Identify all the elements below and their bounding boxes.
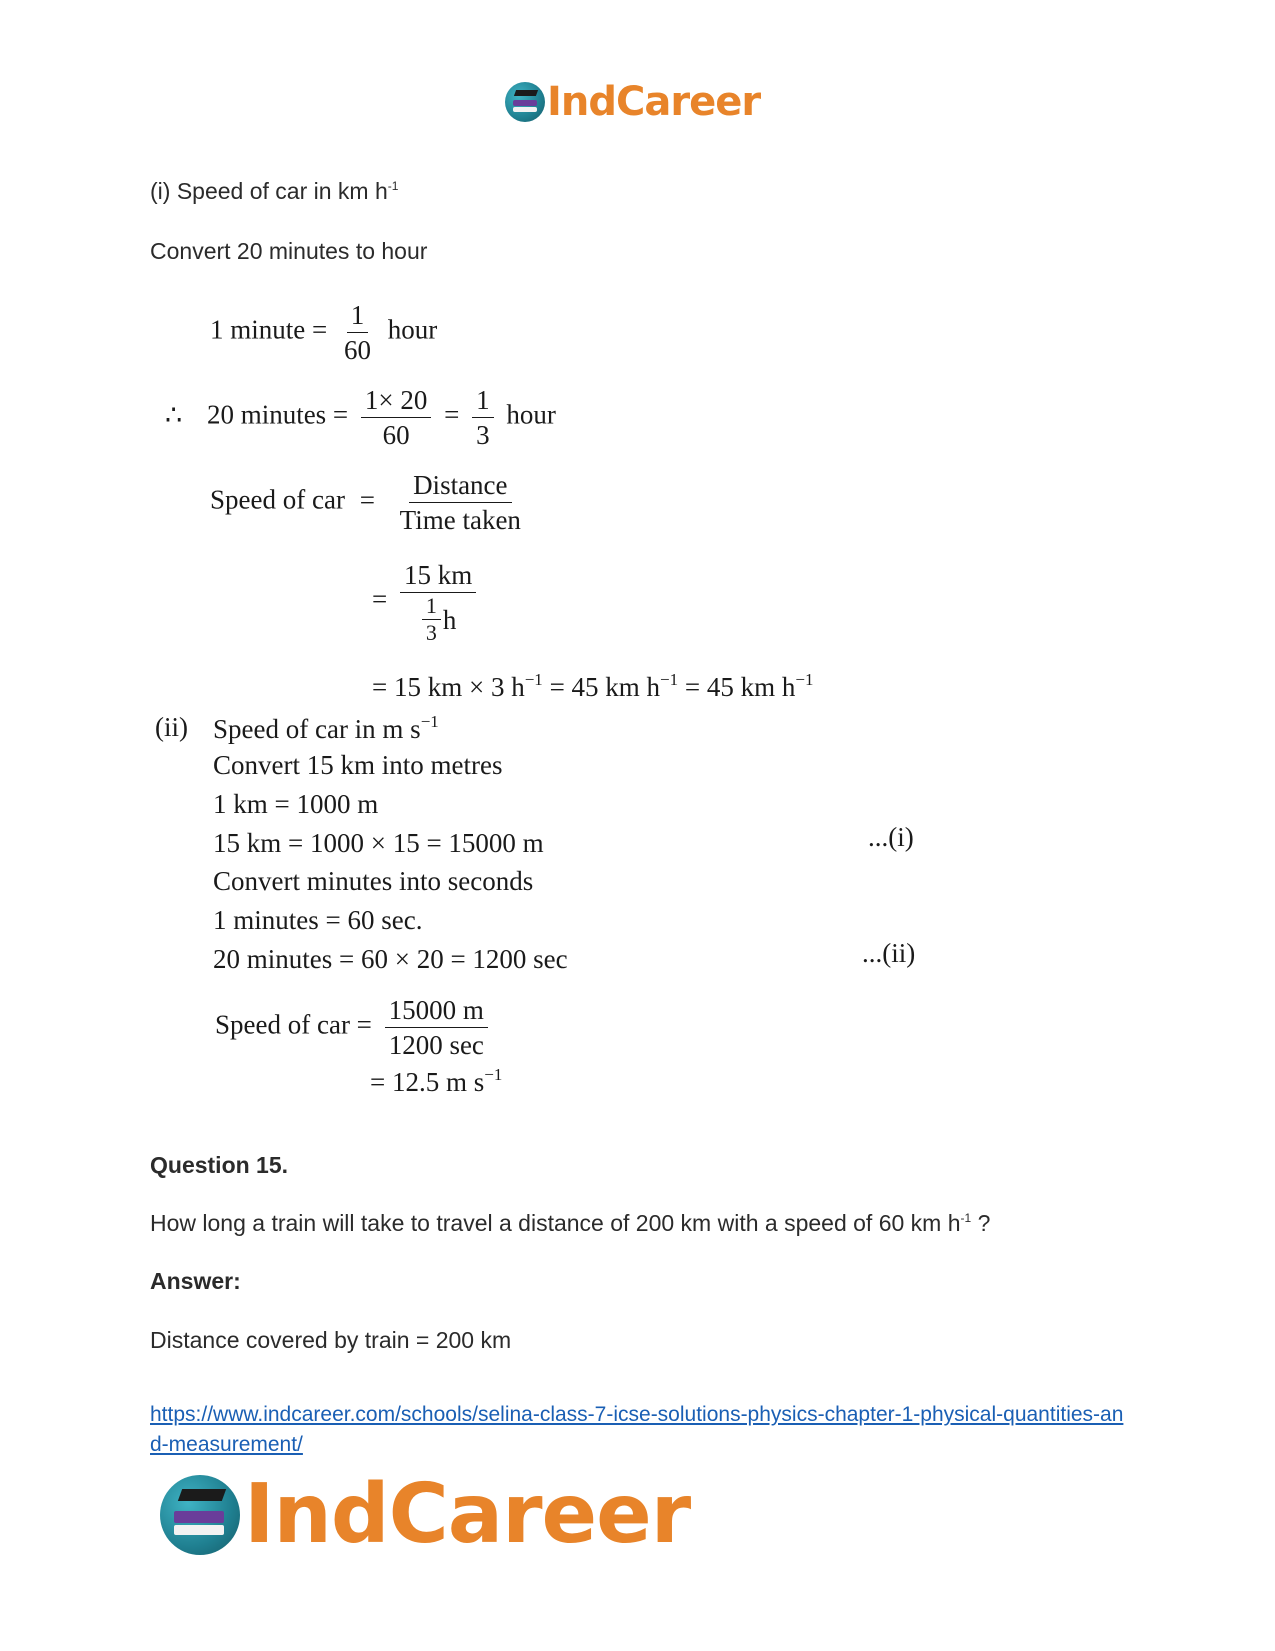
bottom-logo — [160, 1467, 691, 1562]
answer-line: Distance covered by train = 200 km — [150, 1327, 512, 1353]
part2-line: 1 minutes = 60 sec. — [213, 905, 423, 935]
part2-heading: Speed of car in m $s^{-1}$ — [213, 712, 439, 744]
equation-ref: ...(i) — [868, 822, 914, 852]
logo-wordmark: IndCareer — [547, 79, 761, 125]
answer-label: Answer: — [150, 1268, 241, 1294]
part1-convert-line: Convert 20 minutes to hour — [150, 238, 428, 264]
part2-line: Convert minutes into seconds — [213, 866, 534, 896]
math-line-2: ∴ 20 minutes = $\frac{1\times 20}{60}$ = $\frac{1}{3}$ hour — [165, 385, 556, 450]
question-text: How long a train will take to travel a distance of 200 km with a speed of 60 km $h^{-1}$ ? — [150, 1210, 991, 1236]
math-line-1: 1 minute = $\frac{1}{60}$ hour — [210, 300, 438, 365]
part1-heading: (i) Speed of car in km $h^{-1}$ — [150, 178, 399, 204]
graduation-book-icon — [505, 82, 545, 122]
top-logo — [505, 80, 760, 124]
equation-ref: ...(ii) — [862, 938, 916, 968]
part2-line: Convert 15 km into metres — [213, 750, 503, 780]
logo-wordmark: IndCareer — [244, 1467, 691, 1562]
part2-line: 20 minutes = 60 × 20 = 1200 sec — [213, 944, 568, 974]
speed-result: = 12.5 m $s^{-1}$ — [370, 1065, 503, 1097]
math-line-4: = 15 km $\frac{1}{3}$ h — [372, 560, 482, 644]
part2-line: 1 km = 1000 m — [213, 789, 379, 819]
math-line-5: = 15 km × 3 $h^{-1} = 45$ km $h^{-1} = 45$ km $h^{-1}$ — [372, 670, 814, 702]
part2-label: (ii) — [155, 712, 188, 742]
speed-fraction: Speed of car = $\frac{15000 m}{1200 \sec}$ — [215, 995, 494, 1060]
part2-line: 15 km = 1000 × 15 = 15000 m — [213, 828, 544, 858]
question-title: Question 15. — [150, 1152, 289, 1178]
source-link[interactable]: https://www.indcareer.com/schools/selina-class-7-icse-solutions-physics-chapter-1-physical-quantities-and-measurement/ — [150, 1403, 1124, 1456]
math-line-3: Speed of car = $\frac{\text{Distance}}{\text{Time taken}}$ — [210, 470, 521, 535]
graduation-book-icon — [160, 1475, 240, 1555]
